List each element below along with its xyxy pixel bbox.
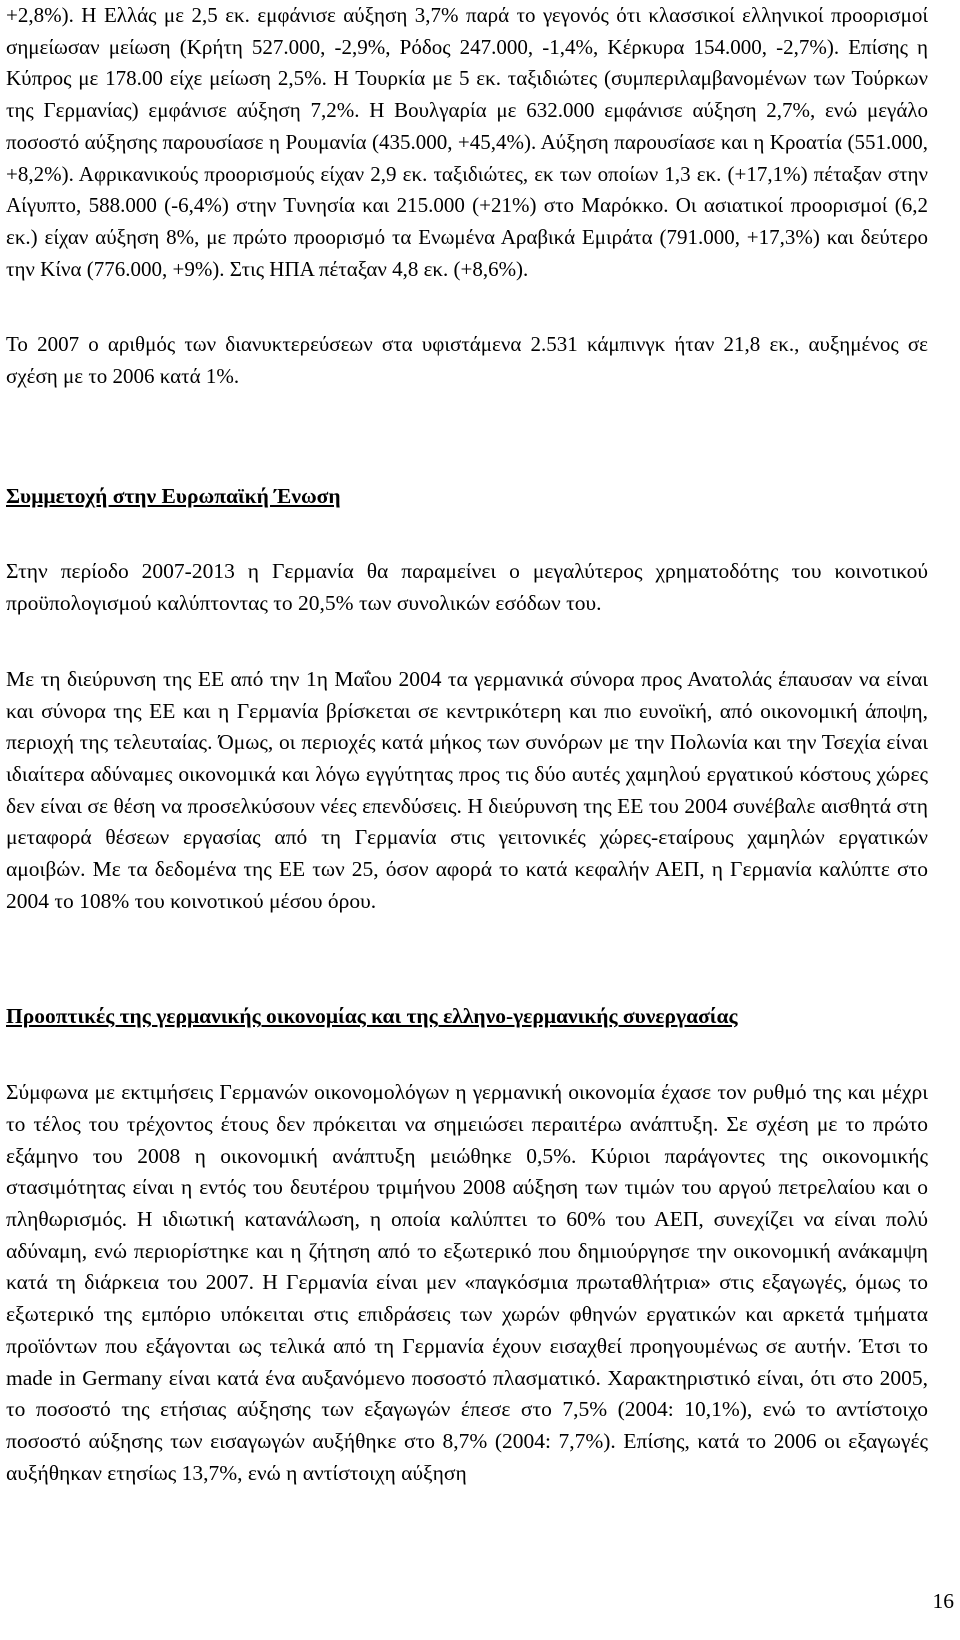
- paragraph-tourism: +2,8%). Η Ελλάς με 2,5 εκ. εμφάνισε αύξηση 3,7% παρά το γεγονός ότι κλασσικοί ελληνικοί προορισμοί σημείωσαν μείωση (Κρήτη 527.000, -2,9%, Ρόδος 247.000, -1,4%, Κέρκυρα 154.000, -2,7%). Επίσης η Κύπρος με 178.00 είχε μείωση 2,5%. Η Τουρκία με 5 εκ. ταξιδιώτες (συμπεριλαμβανομένων των Τούρκων της Γερμανίας) εμφάνισε αύξηση 7,2%. Η Βουλγαρία με 632.000 εμφάνισε αύξηση 2,7%, ενώ μεγάλο ποσοστό αύξησης παρουσίασε η Ρουμανία (435.000, +45,4%). Αύξηση παρουσίασε και η Κροατία (551.000, +8,2%). Αφρικανικούς προορισμούς είχαν 2,9 εκ. ταξιδιώτες, εκ των οποίων 1,3 εκ. (+17,1%) πέταξαν στην Αίγυπτο, 588.000 (-6,4%) στην Τυνησία και 215.000 (+21%) στο Μαρόκκο. Οι ασιατικοί προορισμοί (6,2 εκ.) είχαν αύξηση 8%, με πρώτο προορισμό τα Ενωμένα Αραβικά Εμιράτα (791.000, +17,3%) και δεύτερο την Κίνα (776.000, +9%). Στις ΗΠΑ πέταξαν 4,8 εκ. (+8,6%).: [6, 3, 928, 281]
- section-heading-eu: Συμμετοχή στην Ευρωπαϊκή Ένωση: [6, 483, 341, 508]
- document-page: [6, 0, 928, 1489]
- paragraph-outlook: Σύμφωνα με εκτιμήσεις Γερμανών οικονομολόγων η γερμανική οικονομία έχασε τον ρυθμό της και μέχρι το τέλος του τρέχοντος έτους δεν πρόκειται να σημειώσει περαιτέρω ανάπτυξη. Σε σχέση με το πρώτο εξάμηνο του 2008 η οικονομική ανάπτυξη μειώθηκε 0,5%. Κύριοι παράγοντες της οικονομικής στασιμότητας είναι η εντός του δευτέρου τριμήνου 2008 αύξηση των τιμών του αργού πετρελαίου και ο πληθωρισμός. Η ιδιωτική κατανάλωση, η οποία καλύπτει το 60% του ΑΕΠ, συνεχίζει να είναι πολύ αδύναμη, ενώ περιορίστηκε και η ζήτηση από το εξωτερικό που δημιούργησε την οικονομική ανάκαμψη κατά τη διάρκεια του 2007. Η Γερμανία είναι μεν «παγκόσμια πρωταθλήτρια» στις εξαγωγές, όμως το εξωτερικό της εμπόριο υπόκειται στις επιδράσεις των χωρών φθηνών εργατικών και αρκετά τμήματα προϊόντων που εξάγονται ως τελικά από τη Γερμανία έχουν εισαχθεί προηγουμένως σε αυτήν. Έτσι το made in Germany είναι κατά ένα αυξανόμενο ποσοστό πλασματικό. Χαρακτηριστικό είναι, ότι στο 2005, το ποσοστό της ετήσιας αύξησης των εξαγωγών έπεσε στο 7,5% (2004: 10,1%), ενώ το αντίστοιχο ποσοστό αύξησης των εισαγωγών αυξήθηκε στο 8,7% (2004: 7,7%). Επίσης, κατά το 2006 οι εξαγωγές αυξήθηκαν ετησίως 13,7%, ενώ η αντίστοιχη αύξηση: [6, 1080, 928, 1485]
- page-number: 16: [932, 1589, 954, 1613]
- section-heading-outlook: Προοπτικές της γερμανικής οικονομίας και της ελληνο-γερμανικής συνεργασίας: [6, 1004, 738, 1029]
- paragraph-eu-budget: Στην περίοδο 2007-2013 η Γερμανία θα παραμείνει ο μεγαλύτερος χρηματοδότης του κοινοτικού προϋπολογισμού καλύπτοντας το 20,5% των συνολικών εσόδων του.: [6, 559, 928, 616]
- paragraph-camping: Το 2007 ο αριθμός των διανυκτερεύσεων στα υφιστάμενα 2.531 κάμπινγκ ήταν 21,8 εκ., αυξημένος σε σχέση με το 2006 κατά 1%.: [6, 332, 928, 389]
- paragraph-eu-enlargement: Με τη διεύρυνση της ΕΕ από την 1η Μαΐου 2004 τα γερμανικά σύνορα προς Ανατολάς έπαυσαν να είναι και σύνορα της ΕΕ και η Γερμανία βρίσκεται σε κεντρικότερη και πιο ευνοϊκή, από οικονομική άποψη, περιοχή της τελευταίας. Όμως, οι περιοχές κατά μήκος των συνόρων με την Πολωνία και την Τσεχία είναι ιδιαίτερα αδύναμες οικονομικά και λόγω εγγύτητας προς τις δύο αυτές χαμηλού εργατικού κόστους χώρες δεν είναι σε θέση να προσελκύσουν νέες επενδύσεις. Η διεύρυνση της ΕΕ του 2004 συνέβαλε αισθητά στη μεταφορά θέσεων εργασίας από τη Γερμανία στις γειτονικές χώρες-εταίρους χαμηλών εργατικών αμοιβών. Με τα δεδομένα της ΕΕ των 25, όσον αφορά το κατά κεφαλήν ΑΕΠ, η Γερμανία καλύπτε στο 2004 το 108% του κοινοτικού μέσου όρου.: [6, 666, 928, 913]
